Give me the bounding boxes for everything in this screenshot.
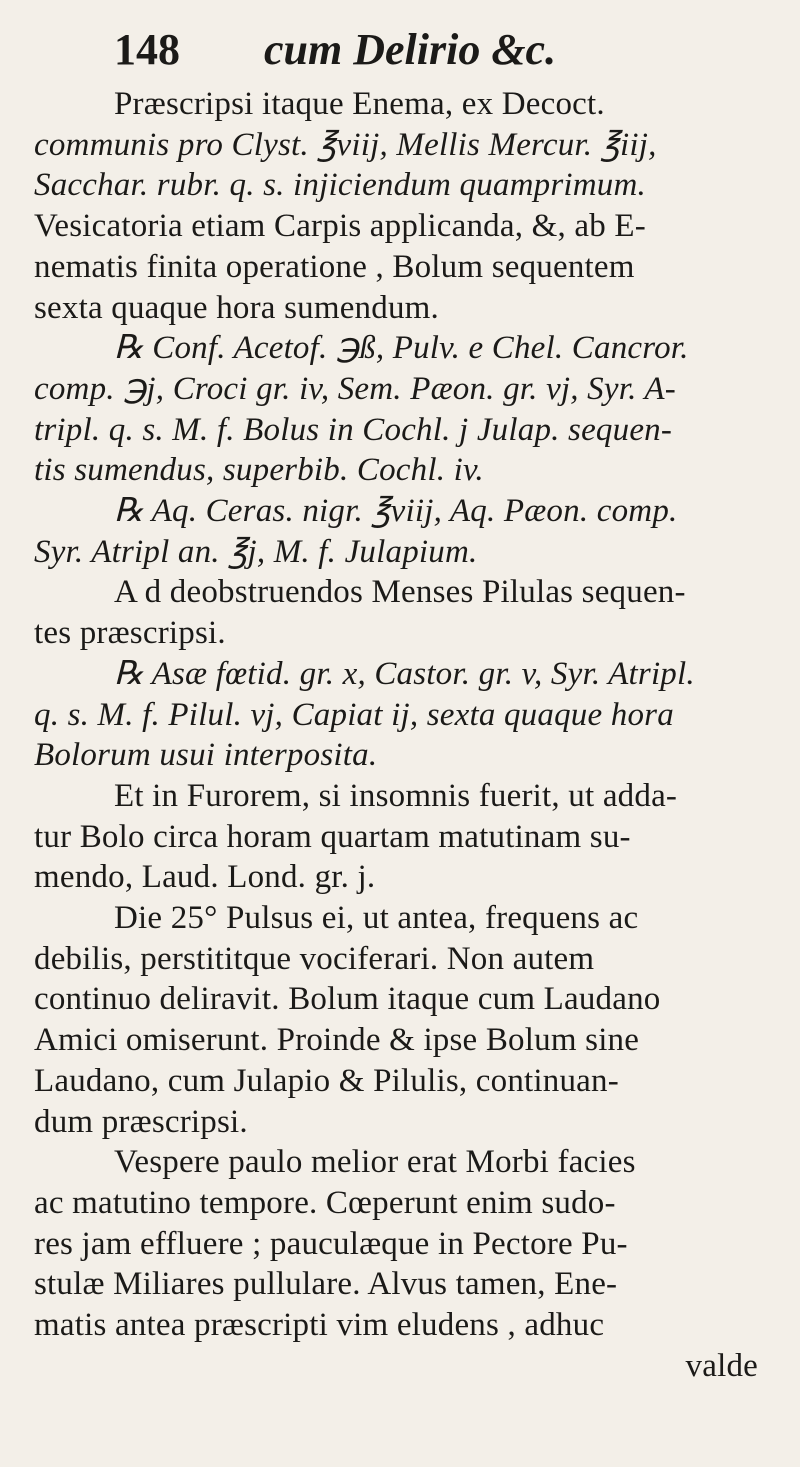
text-line: res jam effluere ; pauculæque in Pectore Pu- bbox=[34, 1225, 628, 1262]
text-line: Sacchar. rubr. q. s. injiciendum quamprimum. bbox=[34, 167, 646, 204]
text-line: ℞ Aq. Ceras. nigr. ℥viij, Aq. Pæon. comp. bbox=[114, 493, 678, 530]
text-line: stulæ Miliares pullulare. Alvus tamen, Ene- bbox=[34, 1266, 618, 1303]
text-line: Et in Furorem, si insomnis fuerit, ut adda- bbox=[114, 777, 678, 814]
text-line: nematis finita operatione , Bolum sequentem bbox=[34, 248, 635, 285]
text-line: comp. ℈j, Croci gr. iv, Sem. Pæon. gr. vj, Syr. A- bbox=[34, 370, 676, 407]
page-header bbox=[34, 18, 772, 82]
text-line: tis sumendus, superbib. Cochl. iv. bbox=[34, 452, 484, 489]
text-line: Amici omiserunt. Proinde & ipse Bolum sine bbox=[34, 1022, 640, 1059]
page-number: 148 bbox=[114, 25, 180, 74]
text-line: A d deobstruendos Menses Pilulas sequen- bbox=[114, 574, 686, 611]
text-line: matis antea præscripti vim eludens , adhuc bbox=[34, 1307, 605, 1344]
text-line: Vespere paulo melior erat Morbi facies bbox=[114, 1144, 636, 1181]
text-line: tes præscripsi. bbox=[34, 615, 226, 652]
text-line: ac matutino tempore. Cœperunt enim sudo- bbox=[34, 1184, 616, 1221]
text-line: debilis, perstititque vociferari. Non autem bbox=[34, 940, 595, 977]
body-text bbox=[34, 84, 772, 1387]
text-line: tripl. q. s. M. f. Bolus in Cochl. j Julap. sequen- bbox=[34, 411, 673, 448]
text-line: Vesicatoria etiam Carpis applicanda, &, ab E- bbox=[34, 208, 646, 245]
text-line: dum præscripsi. bbox=[34, 1103, 248, 1140]
text-line: continuo deliravit. Bolum itaque cum Laudano bbox=[34, 981, 661, 1018]
text-line: mendo, Laud. Lond. gr. j. bbox=[34, 859, 376, 896]
text-line: communis pro Clyst. ℥viij, Mellis Mercur. ℥iij, bbox=[34, 126, 657, 163]
text-line: ℞ Asæ fœtid. gr. x, Castor. gr. v, Syr. Atripl. bbox=[114, 655, 695, 692]
text-line: Die 25° Pulsus ei, ut antea, frequens ac bbox=[114, 900, 639, 937]
text-line: Bolorum usui interposita. bbox=[34, 737, 378, 774]
text-line: Laudano, cum Julapio & Pilulis, continuan- bbox=[34, 1062, 619, 1099]
text-line: tur Bolo circa horam quartam matutinam su- bbox=[34, 818, 631, 855]
text-line: Syr. Atripl an. ℥j, M. f. Julapium. bbox=[34, 533, 478, 570]
text-line: valde bbox=[685, 1347, 758, 1384]
text-line: ℞ Conf. Acetof. ℈ß, Pulv. e Chel. Cancror. bbox=[114, 330, 689, 367]
text-line: q. s. M. f. Pilul. vj, Capiat ij, sexta quaque hora bbox=[34, 696, 674, 733]
running-head: cum Delirio &c. bbox=[264, 25, 557, 74]
text-line: sexta quaque hora sumendum. bbox=[34, 289, 439, 326]
text-line: Præscripsi itaque Enema, ex Decoct. bbox=[114, 86, 605, 122]
